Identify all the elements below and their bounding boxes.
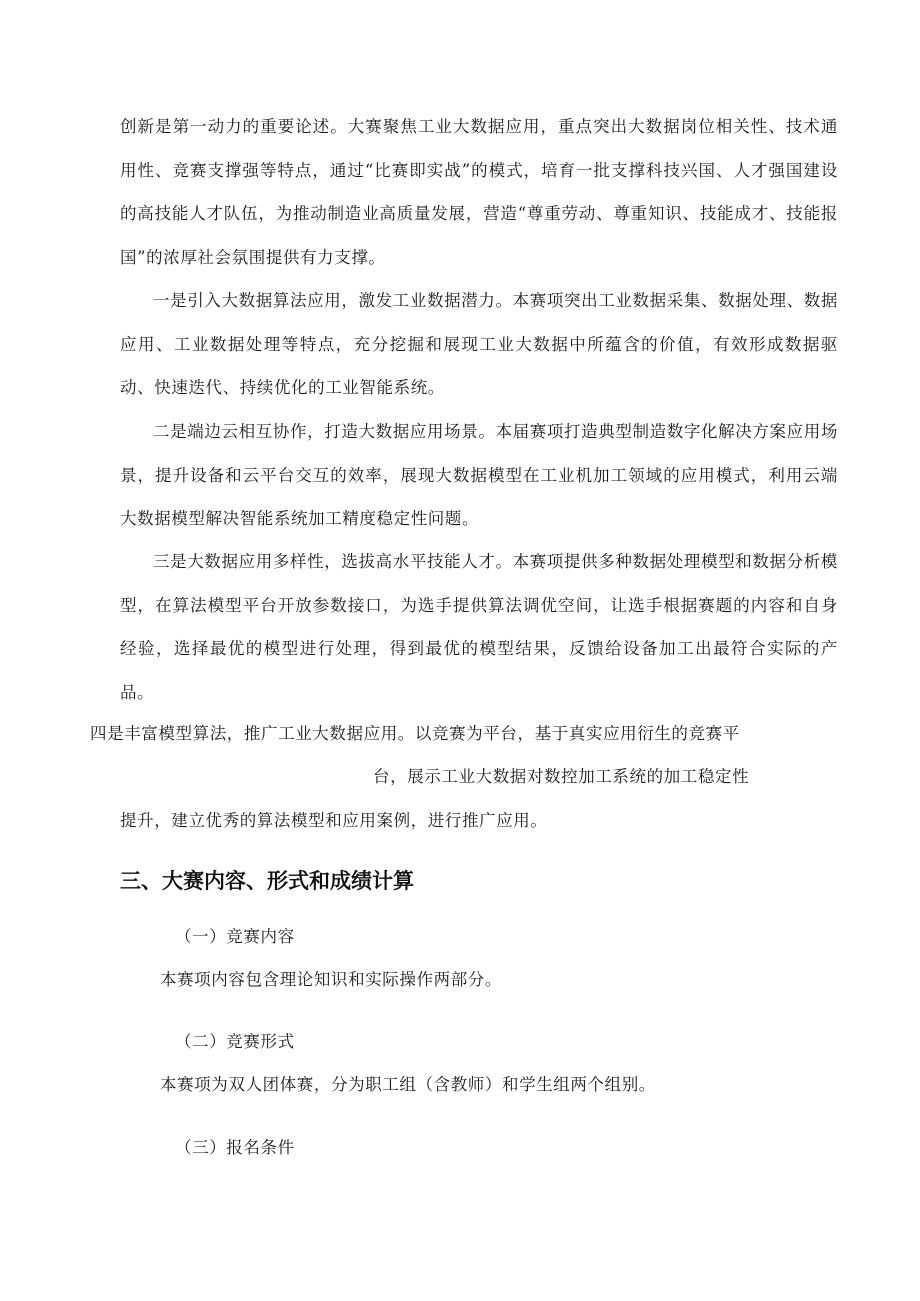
intro-paragraph: 创新是第一动力的重要论述。大赛聚焦工业大数据应用，重点突出大数据岗位相关性、技术通用性、竞赛支撑强等特点，通过“比赛即实战”的模式，培育一批支撑科技兴国、人才强国建设的高技能人才队伍，为推动制造业高质量发展，营造“尊重劳动、尊重知识、技能成才、技能报国”的浓厚社会氛围提供有力支撑。 bbox=[120, 117, 838, 267]
section-heading: 三、大赛内容、形式和成绩计算 bbox=[120, 869, 414, 893]
point-one-paragraph: 一是引入大数据算法应用，激发工业数据潜力。本赛项突出工业数据采集、数据处理、数据应用、工业数据处理等特点，充分挖掘和展现工业大数据中所蕴含的价值，有效形成数据驱动、快速迭代、持续优化的工业智能系统。 bbox=[120, 291, 838, 397]
point-four-line-1: 四是丰富模型算法，推广工业大数据应用。以竞赛为平台，基于真实应用衍生的竞赛平 bbox=[90, 724, 740, 743]
subsection-1-title: （一）竞赛内容 bbox=[175, 927, 295, 946]
subsection-2-title: （二）竞赛形式 bbox=[175, 1032, 295, 1051]
point-four-line-2: 台，展示工业大数据对数控加工系统的加工稳定性 bbox=[373, 767, 750, 786]
point-two-paragraph: 二是端边云相互协作，打造大数据应用场景。本届赛项打造典型制造数字化解决方案应用场景，提升设备和云平台交互的效率，展现大数据模型在工业机加工领域的应用模式，利用云端大数据模型解决智能系统加工精度稳定性问题。 bbox=[120, 422, 838, 528]
point-four-line-3: 提升，建立优秀的算法模型和应用案例，进行推广应用。 bbox=[120, 811, 548, 830]
point-three-paragraph: 三是大数据应用多样性，选拔高水平技能人才。本赛项提供多种数据处理模型和数据分析模型，在算法模型平台开放参数接口，为选手提供算法调优空间，让选手根据赛题的内容和自身经验，选择最优的模型进行处理，得到最优的模型结果，反馈给设备加工出最符合实际的产品。 bbox=[120, 552, 838, 702]
subsection-2-text: 本赛项为双人团体赛，分为职工组（含教师）和学生组两个组别。 bbox=[160, 1075, 656, 1094]
subsection-1-text: 本赛项内容包含理论知识和实际操作两部分。 bbox=[160, 970, 502, 989]
subsection-3-title: （三）报名条件 bbox=[175, 1138, 295, 1157]
